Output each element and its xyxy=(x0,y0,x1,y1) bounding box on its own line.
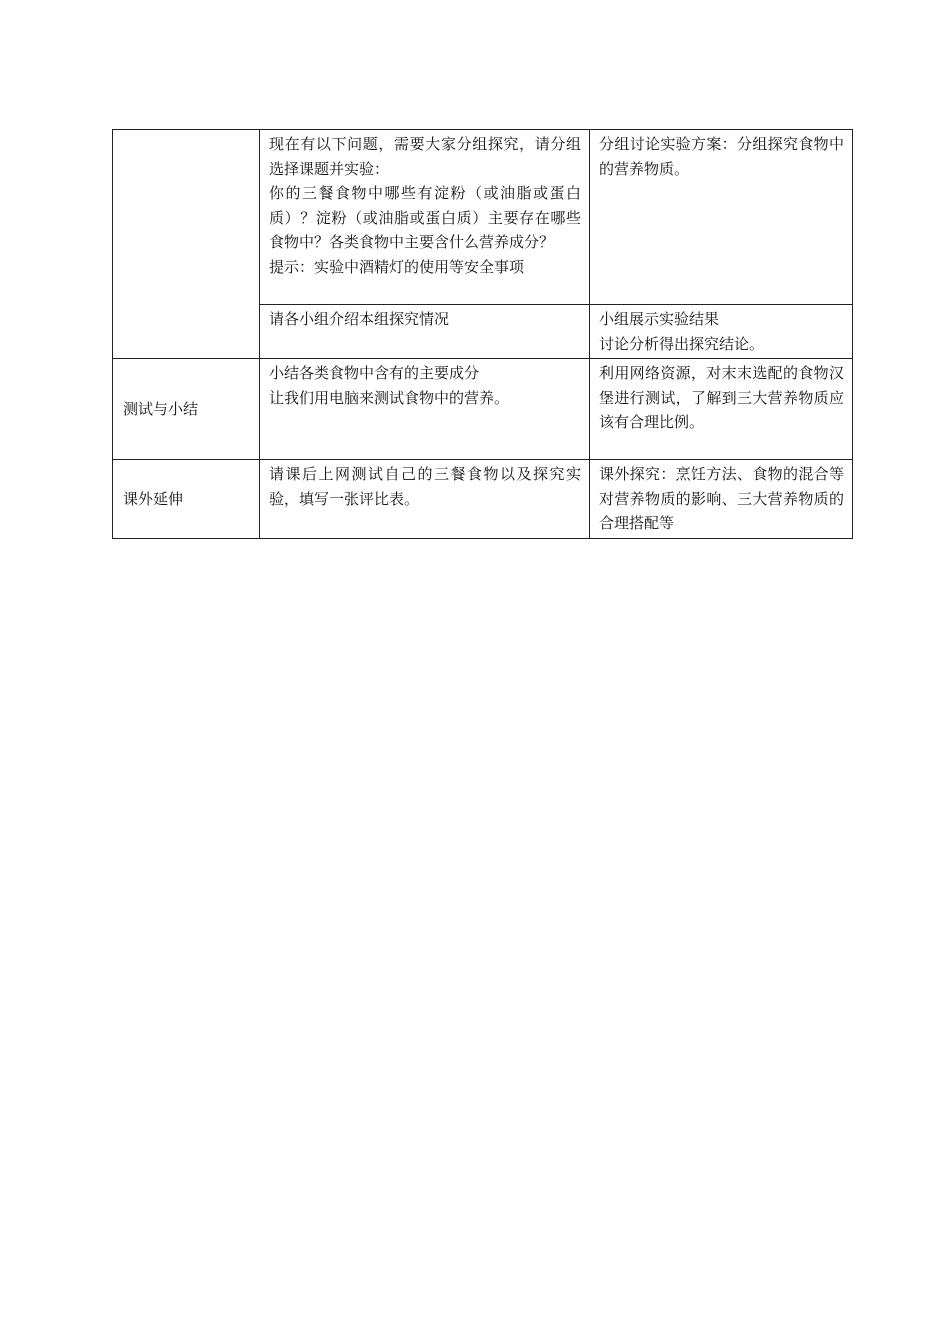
table-row xyxy=(113,130,853,305)
teacher-activity-text: 现在有以下问题，需要大家分组探究，请分组选择课题并实验： xyxy=(269,135,581,178)
stage-cell: 课外延伸 xyxy=(113,460,260,539)
teacher-activity-cell xyxy=(260,130,590,305)
student-activity-text: 分组讨论实验方案：分组探究食物中的营养物质。 xyxy=(599,135,844,178)
teacher-activity-text: 你的三餐食物中哪些有淀粉（或油脂或蛋白质）？淀粉（或油脂或蛋白质）主要存在哪些 xyxy=(269,184,581,227)
teacher-activity-cell xyxy=(260,305,590,359)
stage-cell xyxy=(113,130,260,359)
student-activity-cell xyxy=(590,130,853,305)
student-activity-text: 课外探究：烹饪方法、食物的混合等对营养物质的影响、三大营养物质的合理搭配等 xyxy=(599,465,844,532)
teacher-activity-text: 请课后上网测试自己的三餐食物以及探究实验，填写一张评比表。 xyxy=(269,465,581,508)
lesson-plan-table xyxy=(112,129,853,539)
teacher-activity-text: 让我们用电脑来测试食物中的营养。 xyxy=(269,388,510,407)
teacher-activity-text: 小结各类食物中含有的主要成分 xyxy=(269,364,480,382)
student-activity-cell xyxy=(590,359,853,460)
teacher-activity-text: 提示：实验中酒精灯的使用等安全事项 xyxy=(269,257,525,276)
teacher-activity-cell xyxy=(260,460,590,539)
student-activity-cell xyxy=(590,305,853,359)
student-activity-cell xyxy=(590,460,853,539)
teacher-activity-text: 食物中？各类食物中主要含什么营养成分？ xyxy=(269,233,555,251)
student-activity-text: 利用网络资源，对末末选配的食物汉堡进行测试，了解到三大营养物质应该 xyxy=(599,364,844,431)
stage-cell: 测试与小结 xyxy=(113,359,260,460)
student-activity-text: 讨论分析得出探究结论。 xyxy=(599,334,765,353)
student-activity-text: 小组展示实验结果 xyxy=(599,310,720,328)
table-row xyxy=(113,460,853,539)
teacher-activity-cell xyxy=(260,359,590,460)
table-row xyxy=(113,359,853,460)
teacher-activity-text: 请各小组介绍本组探究情况 xyxy=(269,310,450,328)
student-activity-text: 有合理比例。 xyxy=(614,413,705,431)
